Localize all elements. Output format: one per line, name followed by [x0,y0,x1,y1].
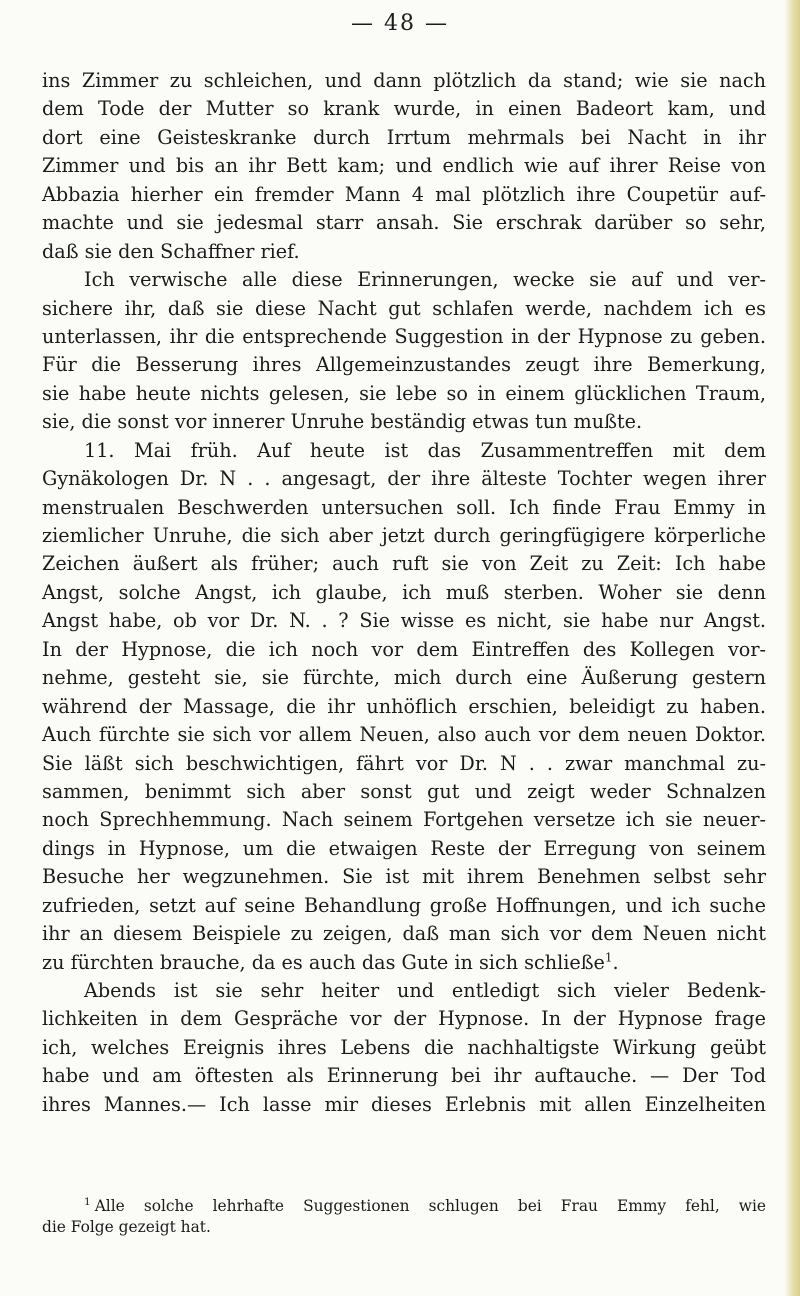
text-line: daß sie den Schaffner rief. [42,239,300,263]
text-line: ins Zimmer zu schleichen, und dann plötzlich da stand; wie sie nach [42,69,766,92]
footnote-text: Alle solche lehrhafte Suggestionen schlugen bei Frau Emmy fehl, wie [94,1197,766,1215]
text-line: sichere ihr, daß sie diese Nacht gut schlafen werde, nachdem ich es [42,296,766,320]
text-line: dings in Hypnose, um die etwaigen Reste der Erregung von seinem [42,836,766,860]
text-line: zu fürchten brauche, da es auch das Gute in sich schließe [42,950,605,974]
text-line: Zimmer und bis an ihr Bett kam; und endlich wie auf ihrer Reise von [42,154,766,178]
text-line: sammen, benimmt sich aber sonst gut und zeigt weder Schnalzen [42,779,766,803]
footnote-mark: 1 [84,1195,91,1208]
footnote-reference: 1 [604,950,613,965]
text-line: zufrieden, setzt auf seine Behandlung große Hoffnungen, und ich suche [42,893,766,917]
text-line: Abbazia hierher ein fremder Mann 4 mal plötzlich ihre Coupetür auf- [42,182,766,206]
footnote-line [42,1196,766,1217]
text-line: lichkeiten in dem Gespräche vor der Hypnose. In der Hypnose frage [42,1007,766,1031]
text-line-with-footnote [42,949,766,977]
text-line: Gynäkologen Dr. N . . angesagt, der ihre älteste Tochter wegen ihrer [42,467,766,491]
text-line: ziemlicher Unruhe, die sich aber jetzt durch geringfügigere körperliche [42,524,766,547]
text-line: Zeichen äußert als früher; auch ruft sie von Zeit zu Zeit: Ich habe [42,552,766,576]
text-line: noch Sprechhemmung. Nach seinem Fortgehen versetze ich sie neuer- [42,808,766,832]
text-line: machte und sie jedesmal starr ansah. Sie erschrak darüber so sehr, [42,211,766,235]
text-line: Abends ist sie sehr heiter und entledigt sich vieler Bedenk- [84,979,766,1002]
text-line: ihres Mannes.— Ich lasse mir dieses Erlebnis mit allen Einzelheiten [42,1092,766,1116]
text-line: dem Tode der Mutter so krank wurde, in einen Badeort kam, und [42,97,766,121]
text-line: Sie läßt sich beschwichtigen, fährt vor Dr. N . . zwar manchmal zu- [42,751,766,775]
footnote [42,1196,766,1238]
text-line: unterlassen, ihr die entsprechende Suggestion in der Hypnose zu geben. [42,324,766,348]
text-line: während der Massage, die ihr unhöflich erschien, beleidigt zu haben. [42,694,766,718]
text-line: sie habe heute nichts gelesen, sie lebe so in einem glücklichen Traum, [42,381,766,405]
footnote-reference-suffix: . [612,950,619,974]
page-edge [784,0,800,1296]
text-line: Ich verwische alle diese Erinnerungen, wecke sie auf und ver- [84,268,766,292]
text-line: Angst habe, ob vor Dr. N. . ? Sie wisse es nicht, sie habe nur Angst. [42,609,766,633]
body-text [42,67,766,1119]
text-line: ich, welches Ereignis ihres Lebens die nachhaltigste Wirkung geübt [42,1035,766,1059]
text-line: dort eine Geisteskranke durch Irrtum mehrmals bei Nacht in ihr [42,125,766,149]
text-line: Angst, solche Angst, ich glaube, ich muß sterben. Woher sie denn [42,580,766,604]
text-line: In der Hypnose, die ich noch vor dem Eintreffen des Kollegen vor- [42,637,766,661]
footnote-line: die Folge gezeigt hat. [42,1218,211,1236]
page-number: — 48 — [351,11,449,36]
text-line: Für die Besserung ihres Allgemeinzustandes zeugt ihre Bemerkung, [42,353,766,377]
text-line: Auch fürchte sie sich vor allem Neuen, also auch vor dem neuen Doktor. [42,723,766,747]
text-line: sie, die sonst vor innerer Unruhe beständig etwas tun mußte. [42,410,643,434]
text-line: ihr an diesem Beispiele zu zeigen, daß man sich vor dem Neuen nicht [42,922,766,946]
text-line: nehme, gesteht sie, sie fürchte, mich durch eine Äußerung gestern [42,666,766,690]
text-line: Besuche her wegzunehmen. Sie ist mit ihrem Benehmen selbst sehr [42,865,766,889]
text-line: habe und am öftesten als Erinnerung bei ihr auftauche. — Der Tod [42,1064,766,1088]
text-line: menstrualen Beschwerden untersuchen soll. Ich finde Frau Emmy in [42,495,766,519]
text-line: 11. Mai früh. Auf heute ist das Zusammentreffen mit dem [84,438,766,462]
